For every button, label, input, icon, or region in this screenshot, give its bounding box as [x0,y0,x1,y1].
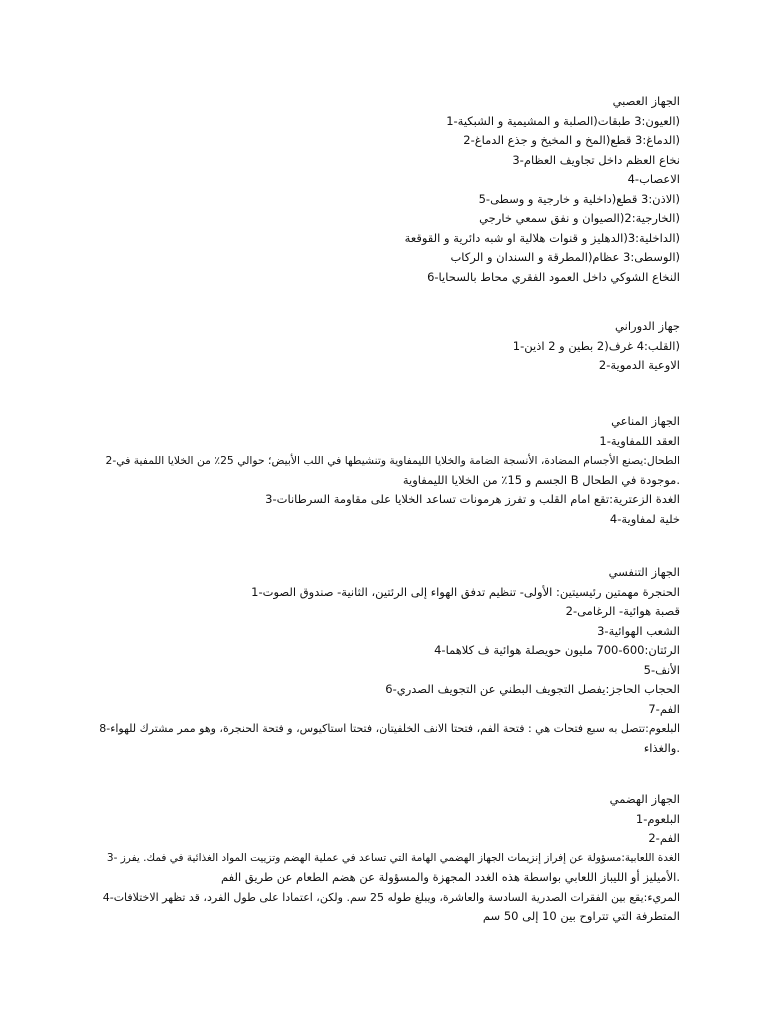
section-title: الجهاز المناعي [611,414,680,428]
list-item: الغدة الزعترية:تقع امام القلب و تفرز هرمونات تساعد الخلايا على مقاومة السرطانات-3 [265,492,680,506]
list-item: الأنف-5 [643,662,680,677]
circulatory-system-section [96,317,680,376]
list-item: .والغذاء [643,740,680,755]
list-item: الطحال:يصنع الأجسام المضادة، الأنسجة الضامة والخلايا الليمفاوية وتنشيطها في اللب الأبيض؛ حوالي 25٪ من الخلايا اللمفية في-2 [105,454,680,467]
list-item: البلعوم:تتصل به سبع فتحات هي : فتحة الفم، فتحتا الانف الخلفيتان، فتحتا استاكيوس، و فتحة الحنجرة، وهو ممر مشترك للهواء-8 [99,722,680,735]
list-item: .الأميليز أو الليباز اللعابي بواسطة هذه الغدد المجهزة والمسؤولة عن هضم الطعام عن طريق الفم [221,870,680,884]
section-title: الجهاز العصبي [612,94,680,108]
list-item: العقد اللمفاوية-1 [599,433,680,448]
list-item: قصبة هوائية- الرغامى-2 [565,604,680,618]
list-item: الرئتان:600-700 مليون حويصلة هوائية ف كلاهما-4 [434,643,680,657]
list-item: (الوسطى:3 عظام(المطرقة و السندان و الركاب [450,250,680,264]
list-item: خلية لمفاوية-4 [609,511,680,526]
list-item: الشعب الهوائية-3 [597,623,680,638]
respiratory-system-section [96,563,680,758]
list-item: (الدماغ:3 قطع(المخ و المخيخ و جذع الدماغ-2 [463,133,680,147]
list-item: البلعوم-1 [635,811,680,826]
section-title: الجهاز التنفسي [608,565,680,579]
list-item: .موجودة في الطحال B الجسم و 15٪ من الخلايا الليمفاوية [402,472,680,487]
list-item: (الاذن:3 قطع(داخلية و خارجية و وسطى-5 [478,191,680,206]
list-item: الغدة اللعابية:مسؤولة عن إفراز إنزيمات الجهاز الهضمي الهامة التي تساعد في عملية الهضم وتزييت المواد الغذائية في فمك. يفرز -3 [106,851,680,864]
list-item: (العيون:3 طبقات(الصلبة و المشيمية و الشبكية-1 [446,113,680,128]
list-item: الفم-2 [648,831,680,845]
list-item: (القلب:4 غرف(2 بطين و 2 اذين-1 [512,338,680,353]
list-item: (الخارجية:2(الصيوان و نفق سمعي خارجي [479,211,680,225]
digestive-system-section [96,790,680,927]
list-item: الاوعية الدموية-2 [598,358,680,372]
list-item: (الداخلية:3(الدهليز و قنوات هلالية او شبه دائرية و القوقعة [404,230,680,245]
list-item: الحجاب الحاجز:يفصل التجويف البطني عن التجويف الصدري-6 [385,682,680,696]
list-item: نخاع العظم داخل تجاويف العظام-3 [512,152,680,167]
section-title: جهاز الدوراني [615,319,680,333]
list-item: المريء:يقع بين الفقرات الصدرية السادسة والعاشرة، ويبلغ طوله 25 سم. ولكن، اعتمادا على طول الفرد، قد تظهر الاختلافات-4 [102,890,680,904]
list-item: الحنجرة مهمتين رئيسيتين: الأولى- تنظيم تدفق الهواء إلى الرئتين، الثانية- صندوق الصوت-1 [251,584,680,599]
immune-system-section [96,412,680,529]
list-item: المتطرفة التي تتراوح بين 10 إلى 50 سم [482,909,680,923]
list-item: الاعصاب-4 [627,172,680,186]
section-title: الجهاز الهضمي [609,792,680,806]
nervous-system-section [96,92,680,287]
list-item: النخاع الشوكي داخل العمود الفقري محاط بالسحايا-6 [427,269,680,284]
list-item: الفم-7 [648,701,680,716]
